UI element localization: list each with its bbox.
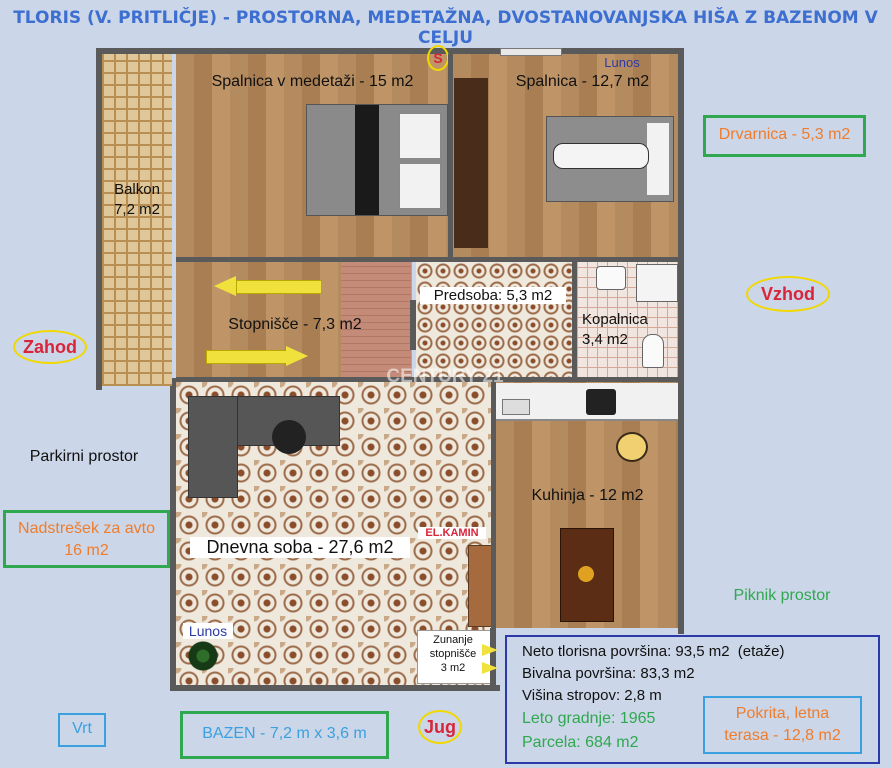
bathroom-label <box>582 310 662 350</box>
person-seated <box>272 420 306 454</box>
balcony <box>102 54 172 386</box>
bathroom-label-line2: 3,4 m2 <box>582 331 628 348</box>
outer-wall <box>170 685 500 691</box>
bathtub <box>636 264 678 302</box>
arrow-yellow <box>482 662 498 674</box>
fireplace-label: EL.KAMIN <box>418 527 486 539</box>
watermark: CENTURY 21 <box>386 366 504 387</box>
picnic-label: Piknik prostor <box>733 587 831 604</box>
info-year-built: Leto gradnje: 1965 <box>522 710 656 727</box>
bed-single-occupied <box>546 116 674 202</box>
outer-wall <box>678 48 684 634</box>
info-net-area <box>522 643 822 660</box>
person-sleeping <box>553 143 649 169</box>
arrow-left <box>214 276 236 296</box>
carport-label <box>6 518 167 562</box>
arrow-left-shaft <box>236 280 322 294</box>
woodshed-label: Drvarnica - 5,3 m2 <box>718 126 851 143</box>
garden-label: Vrt <box>72 720 92 737</box>
bedroom-1-label: Spalnica v medetaži - 15 m2 <box>211 73 414 90</box>
bed-pillow <box>647 123 669 195</box>
bathroom-label-line1: Kopalnica <box>582 311 648 328</box>
arrow-right <box>286 346 308 366</box>
terrace-label-line1: Pokrita, letna <box>735 705 830 722</box>
parking-label: Parkirni prostor <box>29 448 139 465</box>
person-kitchen <box>616 432 648 462</box>
arrow-right-shaft <box>206 350 288 364</box>
external-stairs-label <box>417 633 489 675</box>
terrace-label <box>706 703 859 747</box>
plant <box>188 641 218 671</box>
living-room-label: Dnevna soba - 27,6 m2 <box>190 537 410 558</box>
window <box>500 48 562 56</box>
sink <box>596 266 626 290</box>
fruit-bowl <box>578 566 594 582</box>
lunos-label-2: Lunos <box>183 623 233 639</box>
stairs-label: Stopnišče - 7,3 m2 <box>228 316 362 333</box>
info-plot: Parcela: 684 m2 <box>522 734 639 751</box>
inner-wall <box>490 628 496 690</box>
bed-double <box>306 104 448 216</box>
kitchen-counter <box>496 383 678 421</box>
kitchen-sink <box>502 399 530 415</box>
west-label: Zahod <box>13 330 87 364</box>
kitchen-label: Kuhinja - 12 m2 <box>531 487 644 504</box>
external-stairs-line1: Zunanje <box>433 634 473 646</box>
sofa <box>188 396 338 496</box>
bed-blanket-stripe <box>355 105 379 215</box>
external-stairs-line3: 3 m2 <box>440 662 466 674</box>
info-living-area: Bivalna površina: 83,3 m2 <box>522 665 695 682</box>
cooktop <box>586 389 616 415</box>
sofa-side <box>188 396 238 498</box>
balcony-label-line1: Balkon <box>114 181 160 198</box>
info-ceiling: Višina stropov: 2,8 m <box>522 687 662 704</box>
pool-label: BAZEN - 7,2 m x 3,6 m <box>202 725 367 742</box>
arrow-yellow <box>482 644 498 656</box>
external-stairs-line2: stopnišče <box>429 648 477 660</box>
balcony-label <box>100 180 174 220</box>
info-net-area-note: (etaže) <box>737 643 785 660</box>
hall-label: Predsoba: 5,3 m2 <box>420 287 566 304</box>
plan-title: TLORIS (V. PRITLIČJE) - PROSTORNA, MEDETAŽNA, DVOSTANOVANJSKA HIŠA Z BAZENOM V CELJU <box>13 8 878 48</box>
east-label: Vzhod <box>746 276 830 312</box>
hall <box>416 262 572 378</box>
carport-label-line2: 16 m2 <box>64 542 109 559</box>
fireplace <box>468 545 492 627</box>
wardrobe <box>454 78 488 248</box>
bed-pillow <box>399 163 441 209</box>
terrace-label-line2: terasa - 12,8 m2 <box>724 727 841 744</box>
south-label: Jug <box>418 710 462 744</box>
bed-pillow <box>399 113 441 159</box>
info-net-area-value: Neto tlorisna površina: 93,5 m2 <box>522 643 730 660</box>
inner-wall <box>410 300 416 350</box>
lunos-label-1: Lunos <box>604 55 640 70</box>
s-marker: S <box>427 45 449 71</box>
balcony-label-line2: 7,2 m2 <box>114 201 160 218</box>
bedroom-2-label: Spalnica - 12,7 m2 <box>515 73 650 90</box>
carport-label-line1: Nadstrešek za avto <box>18 520 155 537</box>
